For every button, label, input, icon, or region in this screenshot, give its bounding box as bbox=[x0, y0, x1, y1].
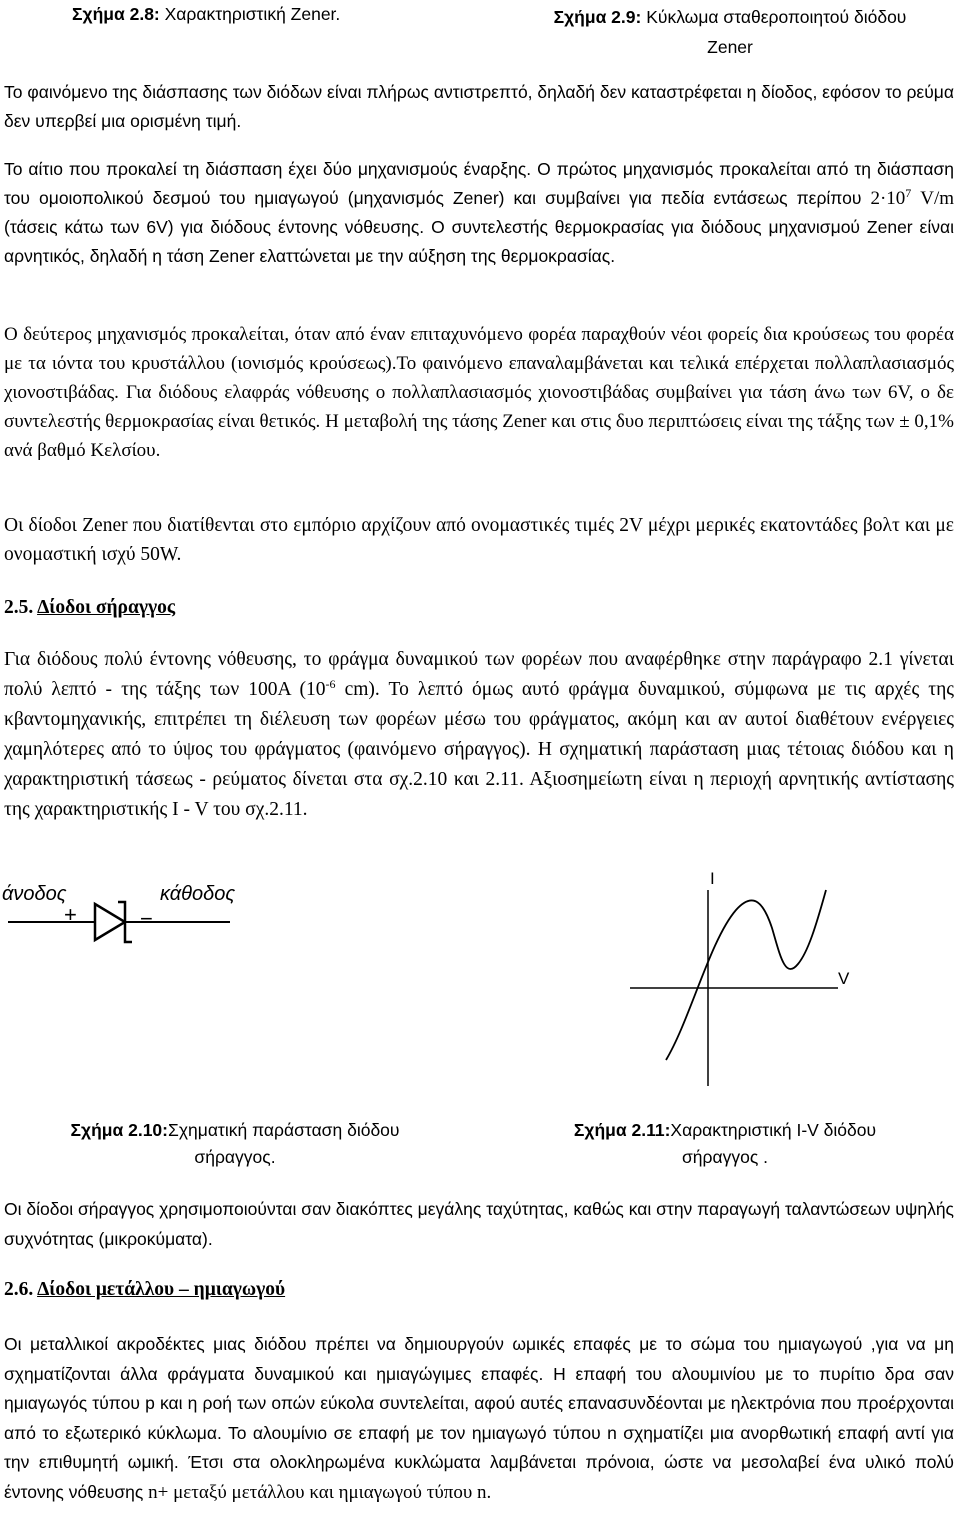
fig28-label: Σχήμα 2.8: bbox=[72, 4, 160, 24]
para7-text-a: Οι μεταλλικοί ακροδέκτες μιας διόδου πρέπει να δημιουργούν ωμικές επαφές με το σώμα του ημιαγωγού ,για να μη σχηματίζονται άλλα φράγματα δυναμικού και ημιαγώγιμες επαφές. bbox=[4, 1334, 954, 1384]
fig29-text-line2: Zener bbox=[707, 37, 753, 57]
para7-text-c: n+ μεταξύ μετάλλου και ημιαγωγού τύπου n. bbox=[148, 1481, 492, 1503]
figure-tunnel-diode-symbol bbox=[0, 870, 260, 960]
fig210-caption bbox=[20, 1117, 450, 1171]
paragraph-avalanche-mechanism bbox=[4, 320, 954, 465]
paragraph-tunnel-applications: Οι δίοδοι σήραγγος χρησιμοποιούνται σαν διακόπτες μεγάλης ταχύτητας, καθώς και στην παραγωγή ταλαντώσεων υψηλής συχνότητας (μικροκύματα). bbox=[4, 1199, 954, 1249]
para3-text-b: Το φαινόμενο επαναλαμβάνεται και τελικά επέρχεται πολλαπλασιασμός χιονοστιβάδας. bbox=[4, 353, 954, 403]
section-number-2-5: 2.5. bbox=[4, 597, 38, 618]
fig211-label: Σχήμα 2.11: bbox=[573, 1120, 671, 1140]
fig29-label: Σχήμα 2.9: bbox=[553, 7, 642, 27]
fig28-caption bbox=[72, 2, 340, 26]
paragraph-metal-semiconductor bbox=[4, 1330, 954, 1507]
fig210-text: Σχηματική παράσταση διόδου bbox=[168, 1120, 400, 1140]
anode-label: άνοδος bbox=[2, 883, 67, 905]
field-exponent: 7 bbox=[905, 186, 912, 200]
para3-text-c: Για διόδους ελαφράς νόθευσης ο πολλαπλασιασμός χιονοστιβάδας συμβαίνει για τάση άνω των 6V, ο δε συντελεστής θερμοκρασίας είναι θετικός. bbox=[4, 382, 954, 432]
figure-tunnel-iv-curve bbox=[580, 860, 880, 1090]
para2-text-a: Το αίτιο που προκαλεί τη διάσπαση έχει δύο μηχανισμούς έναρξης. Ο πρώτος μηχανισμός προκαλείται από τη διάσπαση του ομοιοπολικού δεσμού του ημιαγωγού (μηχανισμός Zener) και συμβαίνει για πεδία εντάσεως περίπου bbox=[4, 159, 954, 208]
fig210-label: Σχήμα 2.10: bbox=[70, 1120, 168, 1140]
cathode-label: κάθοδος bbox=[160, 883, 236, 905]
field-unit: V/m bbox=[911, 188, 954, 209]
thickness-exponent: -6 bbox=[325, 677, 336, 691]
minus-sign: − bbox=[140, 906, 153, 931]
section-heading-2-6 bbox=[4, 1276, 285, 1304]
plus-sign: + bbox=[64, 902, 77, 927]
para5-text-b: cm). Το λεπτό όμως αυτό φράγμα δυναμικού, σύμφωνα με τις αρχές της κβαντομηχανικής, επιτρέπει τη διέλευση των φορέων μέσω του φράγματος, ακόμη και αν αυτοί διαθέτουν ενέργειες χαμηλότερες από το ύψος του φράγματος (φαινόμενο σήραγγος). Η σχηματική παράσταση μιας τέτοιας διόδου και η χαρακτηριστική τάσεως - ρεύματος δίνεται στα σχ.2.10 και 2.11. Αξιοσημείωτη είναι η περιοχή αρνητικής αντίστασης της χαρακτηριστικής I - V του σχ.2.11. bbox=[4, 679, 954, 820]
fig29-caption bbox=[500, 2, 960, 62]
y-axis-label: I bbox=[710, 869, 715, 888]
para3-text-d: Η μεταβολή της τάσης Zener και στις δυο περιπτώσεις είναι της τάξης των bbox=[325, 411, 900, 432]
para3-text-e: ± 0,1% ανά βαθμό Κελσίου. bbox=[4, 411, 954, 461]
iv-curve bbox=[666, 890, 826, 1060]
para7-text-b: Η επαφή του αλουμινίου με το πυρίτιο δρα σαν ημιαγωγός τύπου p και η ροή των οπών εύκολα συντελείται, αφού αυτές επανασυνδέονται με ηλεκτρόνια που προέρχονται από το εξωτερικό κύκλωμα. Το αλουμίνιο σε επαφή με τον ημιαγωγό τύπου n σχηματίζει μια ανορθωτική επαφή αντί για την επιθυμητή ωμική. Έτσι στα ολοκληρωμένα κυκλώματα λαμβάνεται πρόνοια, ώστε να μεσολαβεί ένα υλικό πολύ έντονης νόθευσης bbox=[4, 1363, 954, 1502]
paragraph-commercial-zener: Οι δίοδοι Zener που διατίθενται στο εμπόριο αρχίζουν από ονομαστικές τιμές 2V μέχρι μερικές εκατοντάδες βολτ και με ονομαστική ισχύ 50W. bbox=[4, 515, 954, 565]
fig211-text: Χαρακτηριστική I-V διόδου bbox=[670, 1120, 877, 1140]
paragraph-tunnel-diode bbox=[4, 645, 954, 825]
paragraph-reversibility: Το φαινόμενο της διάσπασης των διόδων είναι πλήρως αντιστρεπτό, δηλαδή δεν καταστρέφεται η δίοδος, εφόσον το ρεύμα δεν υπερβεί μια ορισμένη τιμή. bbox=[4, 82, 954, 131]
section-number-2-6: 2.6. bbox=[4, 1279, 38, 1300]
paragraph-zener-mechanism bbox=[4, 155, 954, 271]
para3-text-a: Ο δεύτερος μηχανισμός προκαλείται, όταν από έναν επιταχυνόμενο φορέα παραχθούν νέοι φορείς δια κρούσεως του φορέα με τα ιόντα του κρυστάλλου (ιονισμός κρούσεως). bbox=[4, 324, 954, 374]
fig210-text-line2: σήραγγος. bbox=[194, 1147, 276, 1167]
x-axis-label: V bbox=[838, 969, 850, 988]
para2-text-b: (τάσεις κάτω των 6V) για διόδους έντονης νόθευσης. Ο συντελεστής θερμοκρασίας για διόδους μηχανισμού Zener είναι αρνητικός, δηλαδή η τάση Zener ελαττώνεται με την αύξηση της θερμοκρασίας. bbox=[4, 217, 954, 266]
fig28-text: Χαρακτηριστική Zener. bbox=[159, 4, 341, 24]
section-title-2-6: Δίοδοι μετάλλου – ημιαγωγού bbox=[37, 1279, 286, 1300]
para5-text-a: Για διόδους πολύ έντονης νόθευσης, το φράγμα δυναμικού των φορέων που αναφέρθηκε στην παράγραφο 2.1 γίνεται πολύ λεπτό - της τάξης των 100Α (10 bbox=[4, 649, 954, 700]
fig211-caption bbox=[510, 1117, 940, 1171]
section-title-2-5: Δίοδοι σήραγγος bbox=[37, 597, 176, 618]
field-coefficient: 2·10 bbox=[870, 188, 906, 209]
fig211-text-line2: σήραγγος . bbox=[682, 1147, 768, 1167]
diode-triangle bbox=[95, 904, 125, 940]
iv-curve-svg bbox=[580, 860, 880, 1090]
tunnel-diode-symbol-svg bbox=[0, 870, 260, 960]
section-heading-2-5 bbox=[4, 594, 175, 622]
fig29-text: Κύκλωμα σταθεροποιητού διόδου bbox=[641, 7, 907, 27]
